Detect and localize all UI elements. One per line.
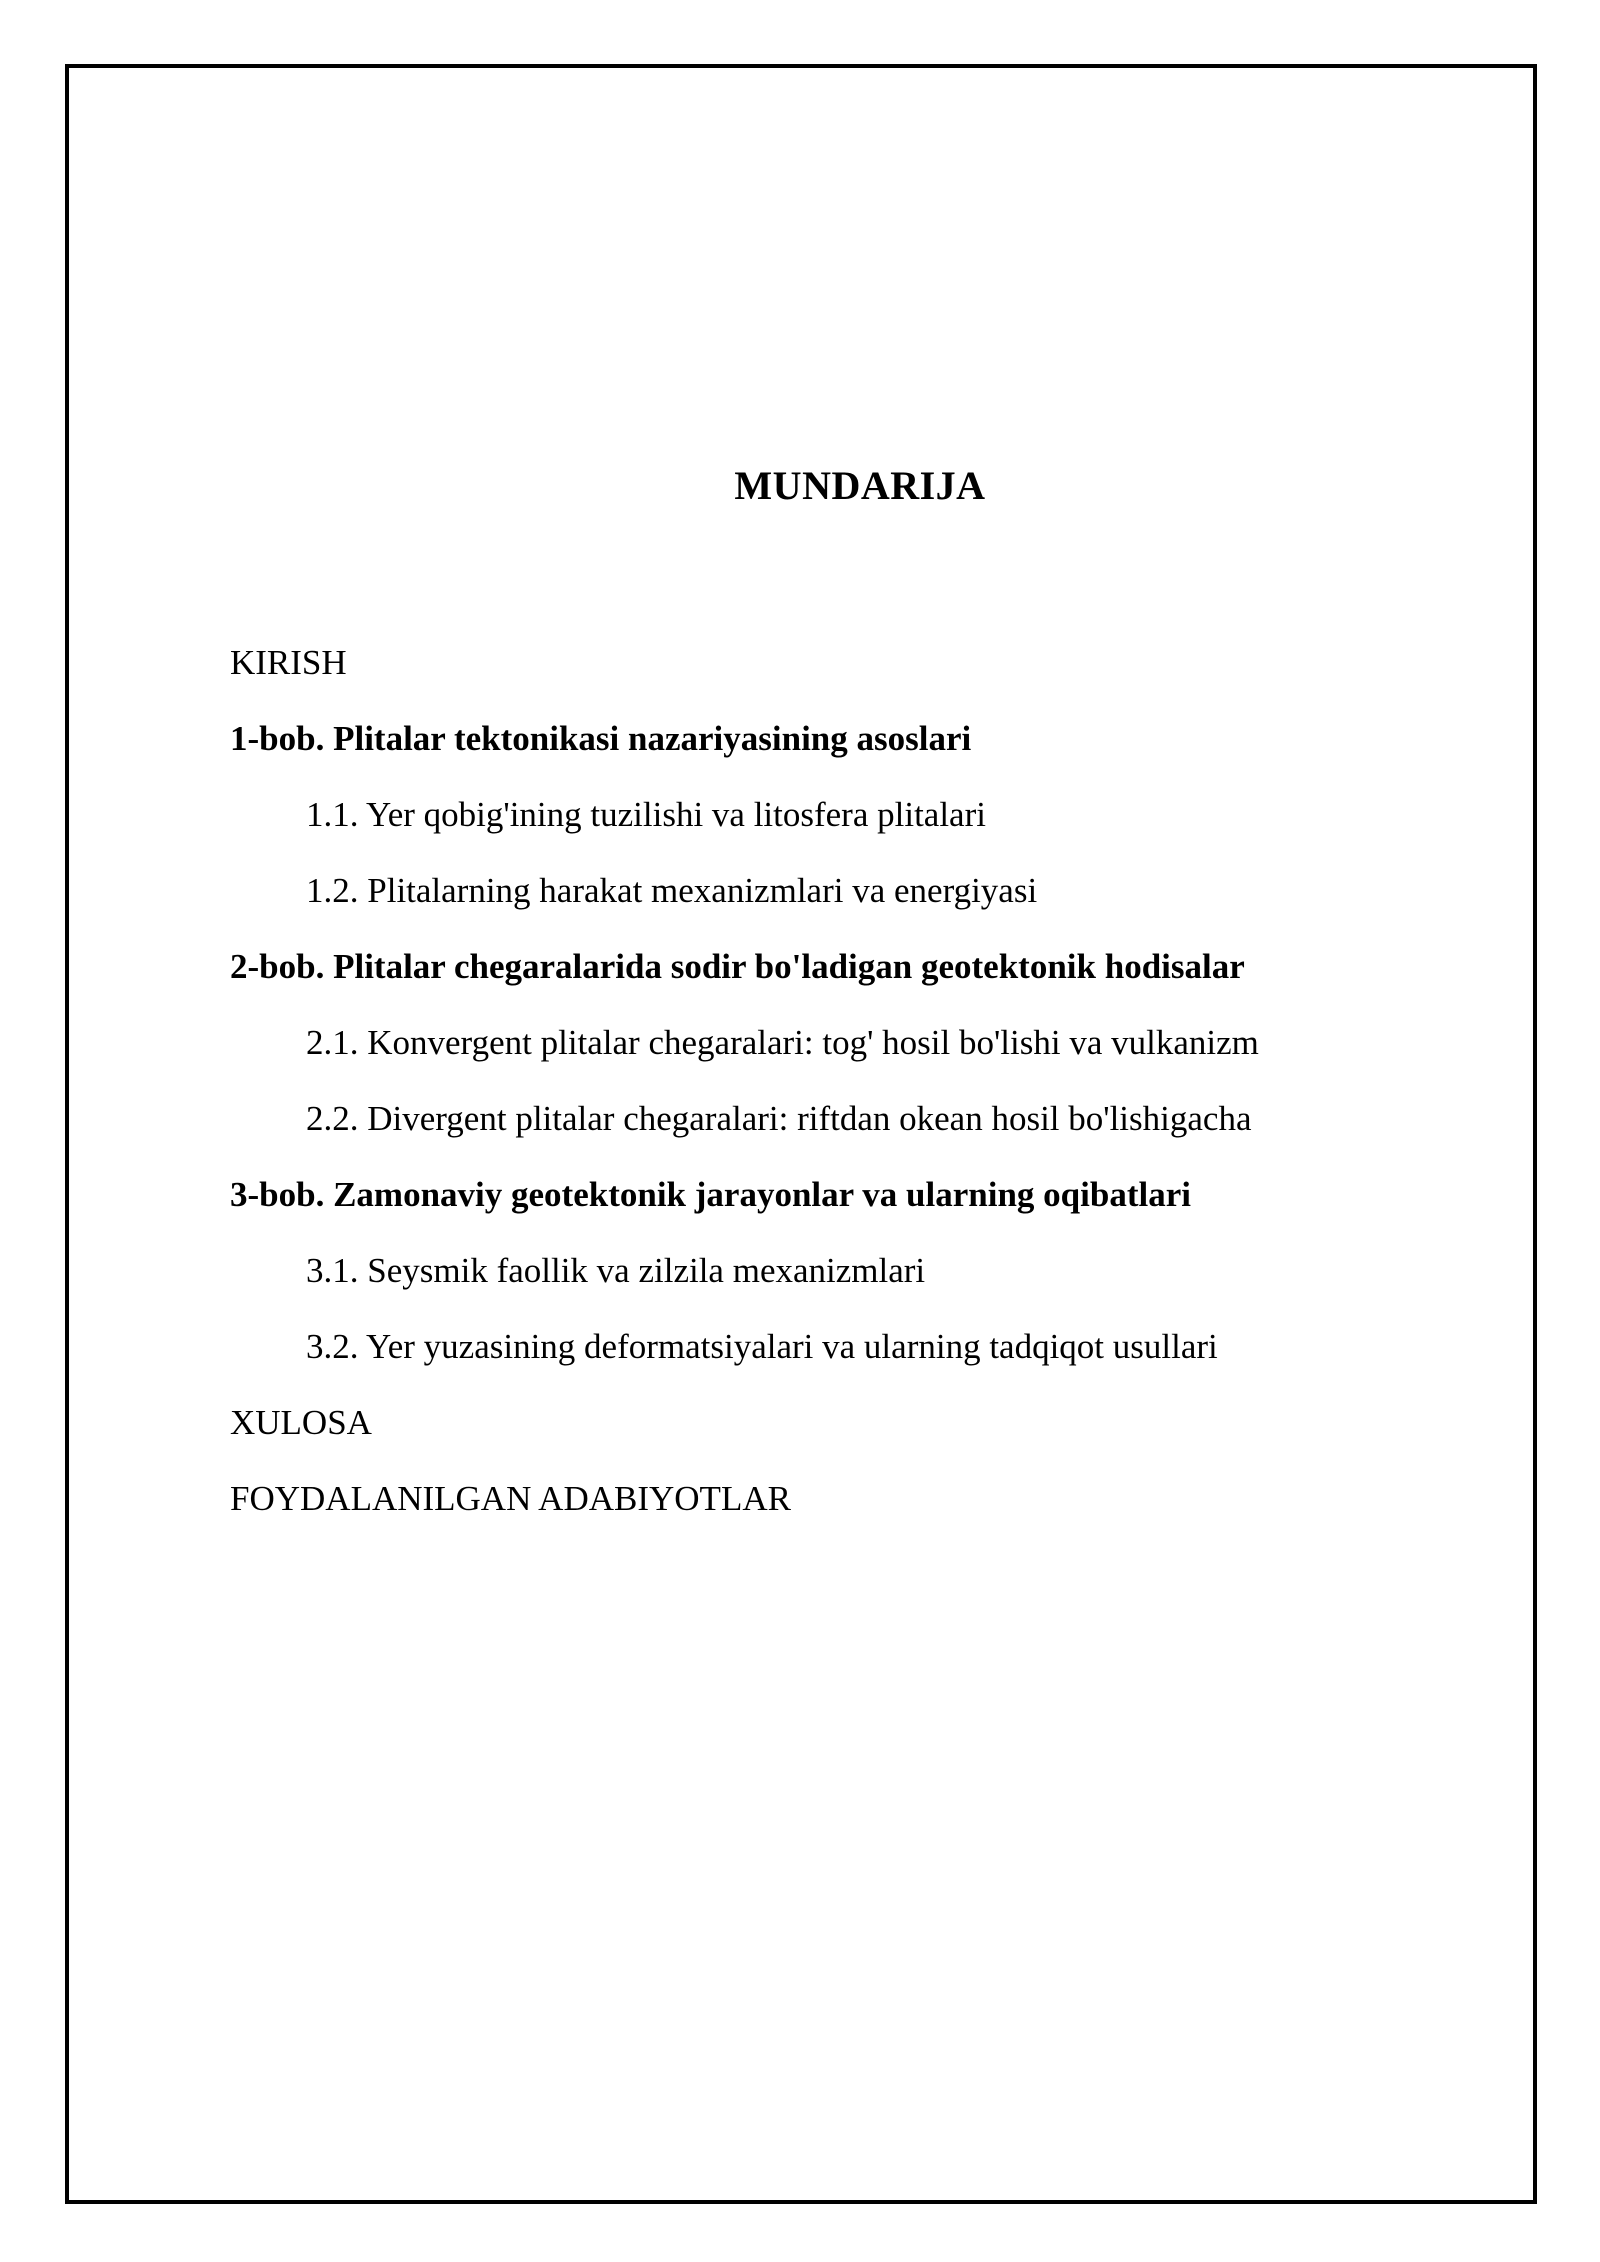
- toc-entry-chapter-1: 1-bob. Plitalar tektonikasi nazariyasining asoslari: [230, 719, 972, 758]
- toc-entry-chapter-2: 2-bob. Plitalar chegaralarida sodir bo'ladigan geotektonik hodisalar: [230, 947, 1245, 986]
- table-of-contents: [230, 643, 1430, 1555]
- page-title: MUNDARIJA: [734, 463, 986, 508]
- toc-entry-introduction: KIRISH: [230, 643, 347, 682]
- toc-entry-section-2-1: 2.1. Konvergent plitalar chegaralari: tog' hosil bo'lishi va vulkanizm: [306, 1023, 1259, 1062]
- toc-entry-chapter-3: 3-bob. Zamonaviy geotektonik jarayonlar va ularning oqibatlari: [230, 1175, 1191, 1214]
- toc-entry-section-3-2: 3.2. Yer yuzasining deformatsiyalari va ularning tadqiqot usullari: [306, 1327, 1218, 1366]
- toc-entry-section-3-1: 3.1. Seysmik faollik va zilzila mexanizmlari: [306, 1251, 926, 1290]
- toc-entry-conclusion: XULOSA: [230, 1403, 372, 1442]
- toc-entry-references: FOYDALANILGAN ADABIYOTLAR: [230, 1479, 791, 1518]
- toc-entry-section-2-2: 2.2. Divergent plitalar chegaralari: riftdan okean hosil bo'lishigacha: [306, 1099, 1252, 1138]
- toc-entry-section-1-1: 1.1. Yer qobig'ining tuzilishi va litosfera plitalari: [306, 795, 986, 834]
- toc-entry-section-1-2: 1.2. Plitalarning harakat mexanizmlari va energiyasi: [306, 871, 1038, 910]
